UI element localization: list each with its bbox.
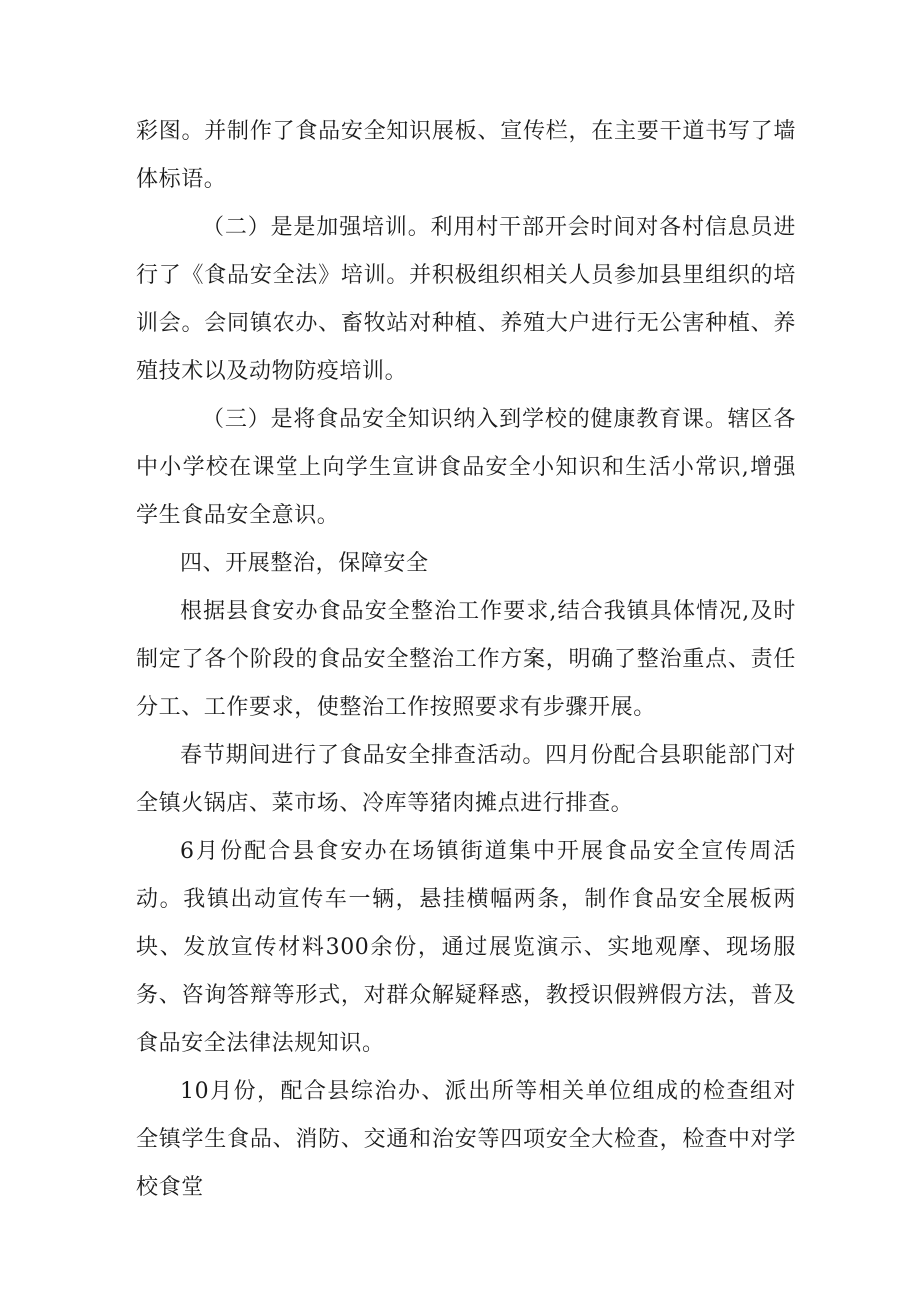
paragraph-rectification-plan: 根据县食安办食品安全整治工作要求,结合我镇具体情况,及时制定了各个阶段的食品安全整治工作方案，明确了整治重点、责任分工、工作要求，使整治工作按照要求有步骤开展。 bbox=[136, 599, 796, 720]
paragraph-june-publicity-week: 6月份配合县食安办在场镇街道集中开展食品安全宣传周活动。我镇出动宣传车一辆，悬挂横幅两条，制作食品安全展板两块、发放宣传材料300余份，通过展览演示、实地观摩、现场服务、咨询答辩等形式，对群众解疑释惑，教授识假辨假方法，普及食品安全法律法规知识。 bbox=[136, 839, 796, 1056]
paragraph-school-education: （三）是将食品安全知识纳入到学校的健康教育课。辖区各中小学校在课堂上向学生宣讲食品安全小知识和生活小常识,增强学生食品安全意识。 bbox=[136, 407, 796, 528]
paragraph-spring-festival-inspection: 春节期间进行了食品安全排查活动。四月份配合县职能部门对全镇火锅店、菜市场、冷库等猪肉摊点进行排查。 bbox=[136, 743, 796, 816]
paragraph-publicity-materials: 彩图。并制作了食品安全知识展板、宣传栏，在主要干道书写了墙体标语。 bbox=[136, 119, 796, 192]
paragraph-training: （二）是是加强培训。利用村干部开会时间对各村信息员进行了《食品安全法》培训。并积极组织相关人员参加县里组织的培训会。会同镇农办、畜牧站对种植、养殖大户进行无公害种植、养殖技术以及动物防疫培训。 bbox=[136, 215, 796, 384]
document-body bbox=[136, 108, 796, 1212]
paragraph-october-inspection: 10月份，配合县综治办、派出所等相关单位组成的检查组对全镇学生食品、消防、交通和治安等四项安全大检查，检查中对学校食堂 bbox=[136, 1079, 796, 1200]
section-heading-rectification: 四、开展整治，保障安全 bbox=[180, 551, 429, 576]
